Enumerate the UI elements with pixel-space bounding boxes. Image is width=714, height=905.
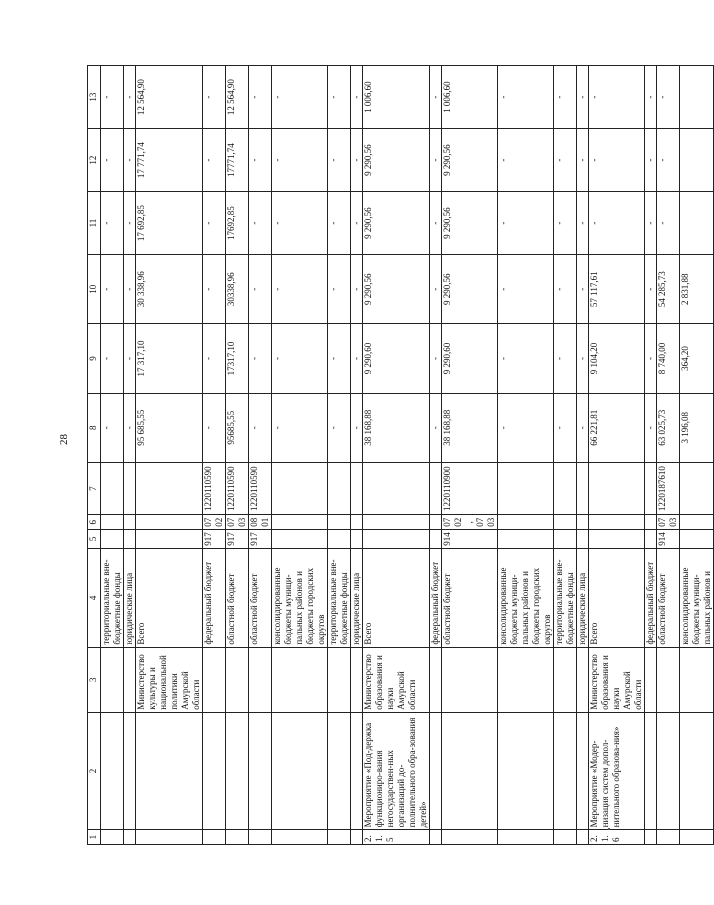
table-cell <box>577 647 589 712</box>
table-cell: - <box>645 255 657 324</box>
table-cell: - <box>101 393 124 462</box>
table-cell: 17771,74 <box>226 129 249 192</box>
table-cell <box>430 830 442 845</box>
table-cell: - <box>124 324 136 393</box>
table-cell <box>577 515 589 530</box>
column-number: 9 <box>88 324 101 393</box>
table-cell: консолидированные бюджеты муници-пальных районов и бюджеты городских округов <box>498 548 554 647</box>
table-cell: - <box>645 66 657 129</box>
table-cell <box>442 712 498 830</box>
table-cell: - <box>351 129 363 192</box>
table-cell: юридические лица <box>124 548 136 647</box>
table-row <box>351 66 363 845</box>
table-cell: - <box>203 66 226 129</box>
table-cell: 38 168,88 <box>442 393 498 462</box>
column-number: 3 <box>88 647 101 712</box>
table-cell <box>645 830 657 845</box>
column-number: 4 <box>88 548 101 647</box>
table-cell: - <box>351 66 363 129</box>
table-cell: 95685,55 <box>226 393 249 462</box>
table-cell <box>589 515 645 530</box>
table-cell: 2 831,88 <box>680 255 714 324</box>
table-cell <box>328 530 351 549</box>
budget-table <box>87 65 714 845</box>
table-cell: - <box>554 255 577 324</box>
table-row <box>328 66 351 845</box>
table-row <box>430 66 442 845</box>
table-row <box>498 66 554 845</box>
table-cell: 17 692,85 <box>136 192 203 255</box>
table-cell: 57 117,61 <box>589 255 645 324</box>
table-cell <box>226 712 249 830</box>
table-cell: - <box>124 393 136 462</box>
table-cell <box>645 462 657 514</box>
table-cell <box>577 530 589 549</box>
table-cell: - <box>645 129 657 192</box>
table-cell <box>272 515 328 530</box>
table-cell: - <box>328 393 351 462</box>
table-cell: - <box>101 324 124 393</box>
table-cell: - <box>272 129 328 192</box>
table-cell <box>554 647 577 712</box>
table-cell: 917 <box>226 530 249 549</box>
table-cell <box>249 712 272 830</box>
table-cell <box>124 647 136 712</box>
table-cell: - <box>328 66 351 129</box>
table-cell <box>680 129 714 192</box>
table-cell <box>498 647 554 712</box>
table-row <box>124 66 136 845</box>
table-cell: федеральный бюджет <box>430 548 442 647</box>
table-cell: 3 196,08 <box>680 393 714 462</box>
table-cell <box>136 462 203 514</box>
table-cell <box>442 647 498 712</box>
table-row <box>657 66 680 845</box>
table-row <box>363 66 430 845</box>
table-cell <box>136 515 203 530</box>
table-cell: Министерство культуры и национальной политики Амурской области <box>136 647 203 712</box>
table-cell: - <box>249 129 272 192</box>
table-cell <box>577 830 589 845</box>
table-row <box>680 66 714 845</box>
table-cell: - <box>272 66 328 129</box>
table-cell: - <box>249 324 272 393</box>
table-cell: 0703 <box>226 515 249 530</box>
table-cell <box>363 462 430 514</box>
table-cell <box>351 830 363 845</box>
table-row <box>136 66 203 845</box>
table-cell: - <box>101 192 124 255</box>
header-row <box>88 66 101 845</box>
table-cell <box>430 647 442 712</box>
table-cell <box>124 712 136 830</box>
table-cell: - <box>554 192 577 255</box>
table-cell: - <box>498 255 554 324</box>
table-row <box>249 66 272 845</box>
table-cell: - <box>554 66 577 129</box>
table-cell <box>657 647 680 712</box>
table-cell: консолидированные бюджеты муници-пальных районов и <box>680 548 714 647</box>
table-cell <box>363 530 430 549</box>
table-cell <box>680 515 714 530</box>
table-cell <box>645 515 657 530</box>
column-number: 2 <box>88 712 101 830</box>
table-cell: - <box>645 324 657 393</box>
table-cell: 9 290,56 <box>363 255 430 324</box>
table-cell: 2.1.5 <box>363 830 430 845</box>
table-cell: федеральный бюджет <box>645 548 657 647</box>
rotated-table-container <box>87 65 712 845</box>
table-cell: - <box>351 192 363 255</box>
table-cell <box>554 530 577 549</box>
table-cell: консолидированные бюджеты муници-пальных районов и бюджеты городских округов <box>272 548 328 647</box>
table-cell <box>328 830 351 845</box>
table-cell <box>554 462 577 514</box>
table-cell <box>226 830 249 845</box>
table-cell: 0703 <box>657 515 680 530</box>
table-cell: - <box>272 255 328 324</box>
table-cell: 2.1.6 <box>589 830 645 845</box>
table-cell: 917 <box>249 530 272 549</box>
table-cell: 12 564,90 <box>226 66 249 129</box>
table-cell: 17692,85 <box>226 192 249 255</box>
table-cell: Всего <box>363 548 430 647</box>
table-cell <box>351 647 363 712</box>
table-cell: 9 290,56 <box>442 129 498 192</box>
table-cell: - <box>101 129 124 192</box>
table-cell <box>124 830 136 845</box>
table-cell <box>136 830 203 845</box>
table-cell: - <box>272 192 328 255</box>
table-cell: - <box>328 255 351 324</box>
table-row <box>645 66 657 845</box>
table-cell: - <box>328 129 351 192</box>
table-cell <box>351 462 363 514</box>
table-cell: 9 290,56 <box>363 129 430 192</box>
table-cell: - <box>589 129 645 192</box>
table-cell: - <box>498 192 554 255</box>
column-number: 1 <box>88 830 101 845</box>
table-cell <box>498 515 554 530</box>
table-cell: - <box>498 324 554 393</box>
table-cell <box>680 66 714 129</box>
table-cell: - <box>124 255 136 324</box>
table-cell <box>272 830 328 845</box>
table-cell: 917 <box>203 530 226 549</box>
table-cell: - <box>589 192 645 255</box>
table-cell: 9 290,56 <box>363 192 430 255</box>
table-cell: 364,20 <box>680 324 714 393</box>
table-cell <box>328 462 351 514</box>
table-cell: 17 317,10 <box>136 324 203 393</box>
table-row <box>226 66 249 845</box>
table-cell: Всего <box>136 548 203 647</box>
table-cell: - <box>577 393 589 462</box>
table-cell: - <box>657 192 680 255</box>
table-cell <box>101 515 124 530</box>
table-cell: - <box>430 393 442 462</box>
table-cell: - <box>577 324 589 393</box>
table-cell <box>328 712 351 830</box>
table-cell: - <box>657 129 680 192</box>
table-cell: - <box>430 324 442 393</box>
table-cell <box>589 530 645 549</box>
table-row <box>272 66 328 845</box>
table-cell <box>680 830 714 845</box>
table-row <box>554 66 577 845</box>
table-cell: 9 290,56 <box>442 192 498 255</box>
table-cell: Мероприятие «Модер-низация систем допол-нительного образова-ния» <box>589 712 645 830</box>
table-cell <box>657 712 680 830</box>
table-cell: - <box>203 255 226 324</box>
table-cell: Мероприятие «Под-держка функциониро-вания негосударствен-ных организаций до-полнительного обра-зования детей» <box>363 712 430 830</box>
table-cell: - <box>203 129 226 192</box>
table-cell: - <box>498 66 554 129</box>
table-cell <box>328 647 351 712</box>
table-cell: - <box>577 192 589 255</box>
table-cell: 9 104,20 <box>589 324 645 393</box>
table-cell: - <box>554 324 577 393</box>
table-cell: - <box>124 66 136 129</box>
table-cell: юридические лица <box>351 548 363 647</box>
table-cell: территориальные вне-бюджетные фонды <box>554 548 577 647</box>
table-cell: - <box>554 393 577 462</box>
table-cell: - <box>101 255 124 324</box>
table-cell <box>498 530 554 549</box>
table-cell: Министерство образования и науки Амурской области <box>589 647 645 712</box>
table-cell <box>430 515 442 530</box>
table-cell <box>328 515 351 530</box>
table-cell: - <box>351 255 363 324</box>
table-cell: 63 025,73 <box>657 393 680 462</box>
table-cell: - <box>430 66 442 129</box>
table-cell <box>203 712 226 830</box>
table-cell <box>101 462 124 514</box>
table-cell: 914 <box>657 530 680 549</box>
table-cell: 1220110900 <box>442 462 498 514</box>
table-cell: - <box>430 255 442 324</box>
table-cell: 914 <box>442 530 498 549</box>
table-cell: - <box>203 192 226 255</box>
table-cell: областной бюджет <box>226 548 249 647</box>
table-cell: территориальные вне-бюджетные фонды <box>328 548 351 647</box>
table-cell: 38 168,88 <box>363 393 430 462</box>
table-row <box>589 66 645 845</box>
table-cell: - <box>203 324 226 393</box>
table-cell <box>680 647 714 712</box>
table-cell: 1220110590 <box>249 462 272 514</box>
stray-mark <box>608 828 610 830</box>
column-number: 12 <box>88 129 101 192</box>
table-cell: - <box>645 192 657 255</box>
table-cell: 1 006,60 <box>442 66 498 129</box>
table-cell: - <box>577 129 589 192</box>
table-cell <box>249 647 272 712</box>
table-cell <box>680 712 714 830</box>
table-cell: - <box>351 324 363 393</box>
table-cell <box>645 530 657 549</box>
table-cell: 9 290,56 <box>442 255 498 324</box>
table-cell <box>272 712 328 830</box>
table-cell <box>430 712 442 830</box>
table-cell: - <box>430 192 442 255</box>
table-cell <box>645 647 657 712</box>
table-cell <box>430 462 442 514</box>
column-number: 11 <box>88 192 101 255</box>
table-cell <box>124 515 136 530</box>
table-cell <box>577 462 589 514</box>
table-cell: - <box>328 324 351 393</box>
table-cell: 1220187610 <box>657 462 680 514</box>
table-cell: 0702, 0703 <box>442 515 498 530</box>
table-cell <box>249 830 272 845</box>
table-cell <box>124 462 136 514</box>
column-number: 7 <box>88 462 101 514</box>
table-cell: - <box>645 393 657 462</box>
table-cell <box>351 530 363 549</box>
table-cell <box>272 647 328 712</box>
table-cell <box>203 647 226 712</box>
table-cell: - <box>328 192 351 255</box>
table-cell <box>498 462 554 514</box>
table-cell <box>226 647 249 712</box>
table-cell <box>554 515 577 530</box>
table-cell: 17 771,74 <box>136 129 203 192</box>
table-cell <box>136 530 203 549</box>
table-cell <box>101 530 124 549</box>
table-cell: 0801 <box>249 515 272 530</box>
table-cell <box>680 462 714 514</box>
column-number: 13 <box>88 66 101 129</box>
table-cell <box>442 830 498 845</box>
table-cell: - <box>203 393 226 462</box>
table-cell <box>498 712 554 830</box>
column-number: 8 <box>88 393 101 462</box>
table-cell <box>101 830 124 845</box>
table-cell <box>101 712 124 830</box>
table-cell <box>589 462 645 514</box>
table-cell <box>430 530 442 549</box>
table-cell: 66 221,81 <box>589 393 645 462</box>
table-cell: - <box>430 129 442 192</box>
table-cell <box>498 830 554 845</box>
table-cell: Министерство образования и науки Амурской области <box>363 647 430 712</box>
table-cell: - <box>577 66 589 129</box>
table-cell: 30 338,96 <box>136 255 203 324</box>
table-cell <box>554 830 577 845</box>
table-cell: 30338,96 <box>226 255 249 324</box>
table-cell: - <box>351 393 363 462</box>
table-cell: - <box>124 192 136 255</box>
page-number: 28 <box>58 434 70 445</box>
table-cell: - <box>249 255 272 324</box>
table-cell <box>272 530 328 549</box>
table-cell: территориальные вне-бюджетные фонды <box>101 548 124 647</box>
table-cell: 9 290,60 <box>442 324 498 393</box>
column-number: 10 <box>88 255 101 324</box>
table-cell <box>203 830 226 845</box>
table-cell: - <box>577 255 589 324</box>
table-cell <box>351 712 363 830</box>
table-cell: областной бюджет <box>442 548 498 647</box>
table-cell: - <box>657 66 680 129</box>
table-cell: 0702 <box>203 515 226 530</box>
table-row <box>577 66 589 845</box>
table-cell: - <box>101 66 124 129</box>
table-cell <box>124 530 136 549</box>
table-cell: юридические лица <box>577 548 589 647</box>
table-cell <box>680 530 714 549</box>
table-cell <box>101 647 124 712</box>
table-cell: - <box>124 129 136 192</box>
table-cell: 54 285,73 <box>657 255 680 324</box>
table-cell: - <box>249 393 272 462</box>
table-cell: 12 564,90 <box>136 66 203 129</box>
table-cell <box>680 192 714 255</box>
table-cell <box>363 515 430 530</box>
table-cell: - <box>272 324 328 393</box>
table-cell: - <box>272 393 328 462</box>
table-row <box>203 66 226 845</box>
table-cell <box>577 712 589 830</box>
table-cell: 17317,10 <box>226 324 249 393</box>
table-cell: - <box>498 393 554 462</box>
table-cell <box>645 712 657 830</box>
table-cell: - <box>498 129 554 192</box>
table-cell <box>554 712 577 830</box>
table-cell: - <box>249 66 272 129</box>
table-cell: - <box>589 66 645 129</box>
table-cell <box>657 830 680 845</box>
table-cell: 95 685,55 <box>136 393 203 462</box>
table-cell: - <box>249 192 272 255</box>
column-number: 6 <box>88 515 101 530</box>
table-cell <box>272 462 328 514</box>
table-cell: областной бюджет <box>249 548 272 647</box>
table-cell: 9 290,60 <box>363 324 430 393</box>
column-number: 5 <box>88 530 101 549</box>
table-cell: 8 740,00 <box>657 324 680 393</box>
table-cell <box>136 712 203 830</box>
table-cell: 1220110590 <box>203 462 226 514</box>
table-cell: 1220110590 <box>226 462 249 514</box>
table-row <box>101 66 124 845</box>
table-row <box>442 66 498 845</box>
table-cell: областной бюджет <box>657 548 680 647</box>
table-cell: - <box>554 129 577 192</box>
table-cell: федеральный бюджет <box>203 548 226 647</box>
table-cell <box>351 515 363 530</box>
table-cell: Всего <box>589 548 645 647</box>
table-cell: 1 006,60 <box>363 66 430 129</box>
